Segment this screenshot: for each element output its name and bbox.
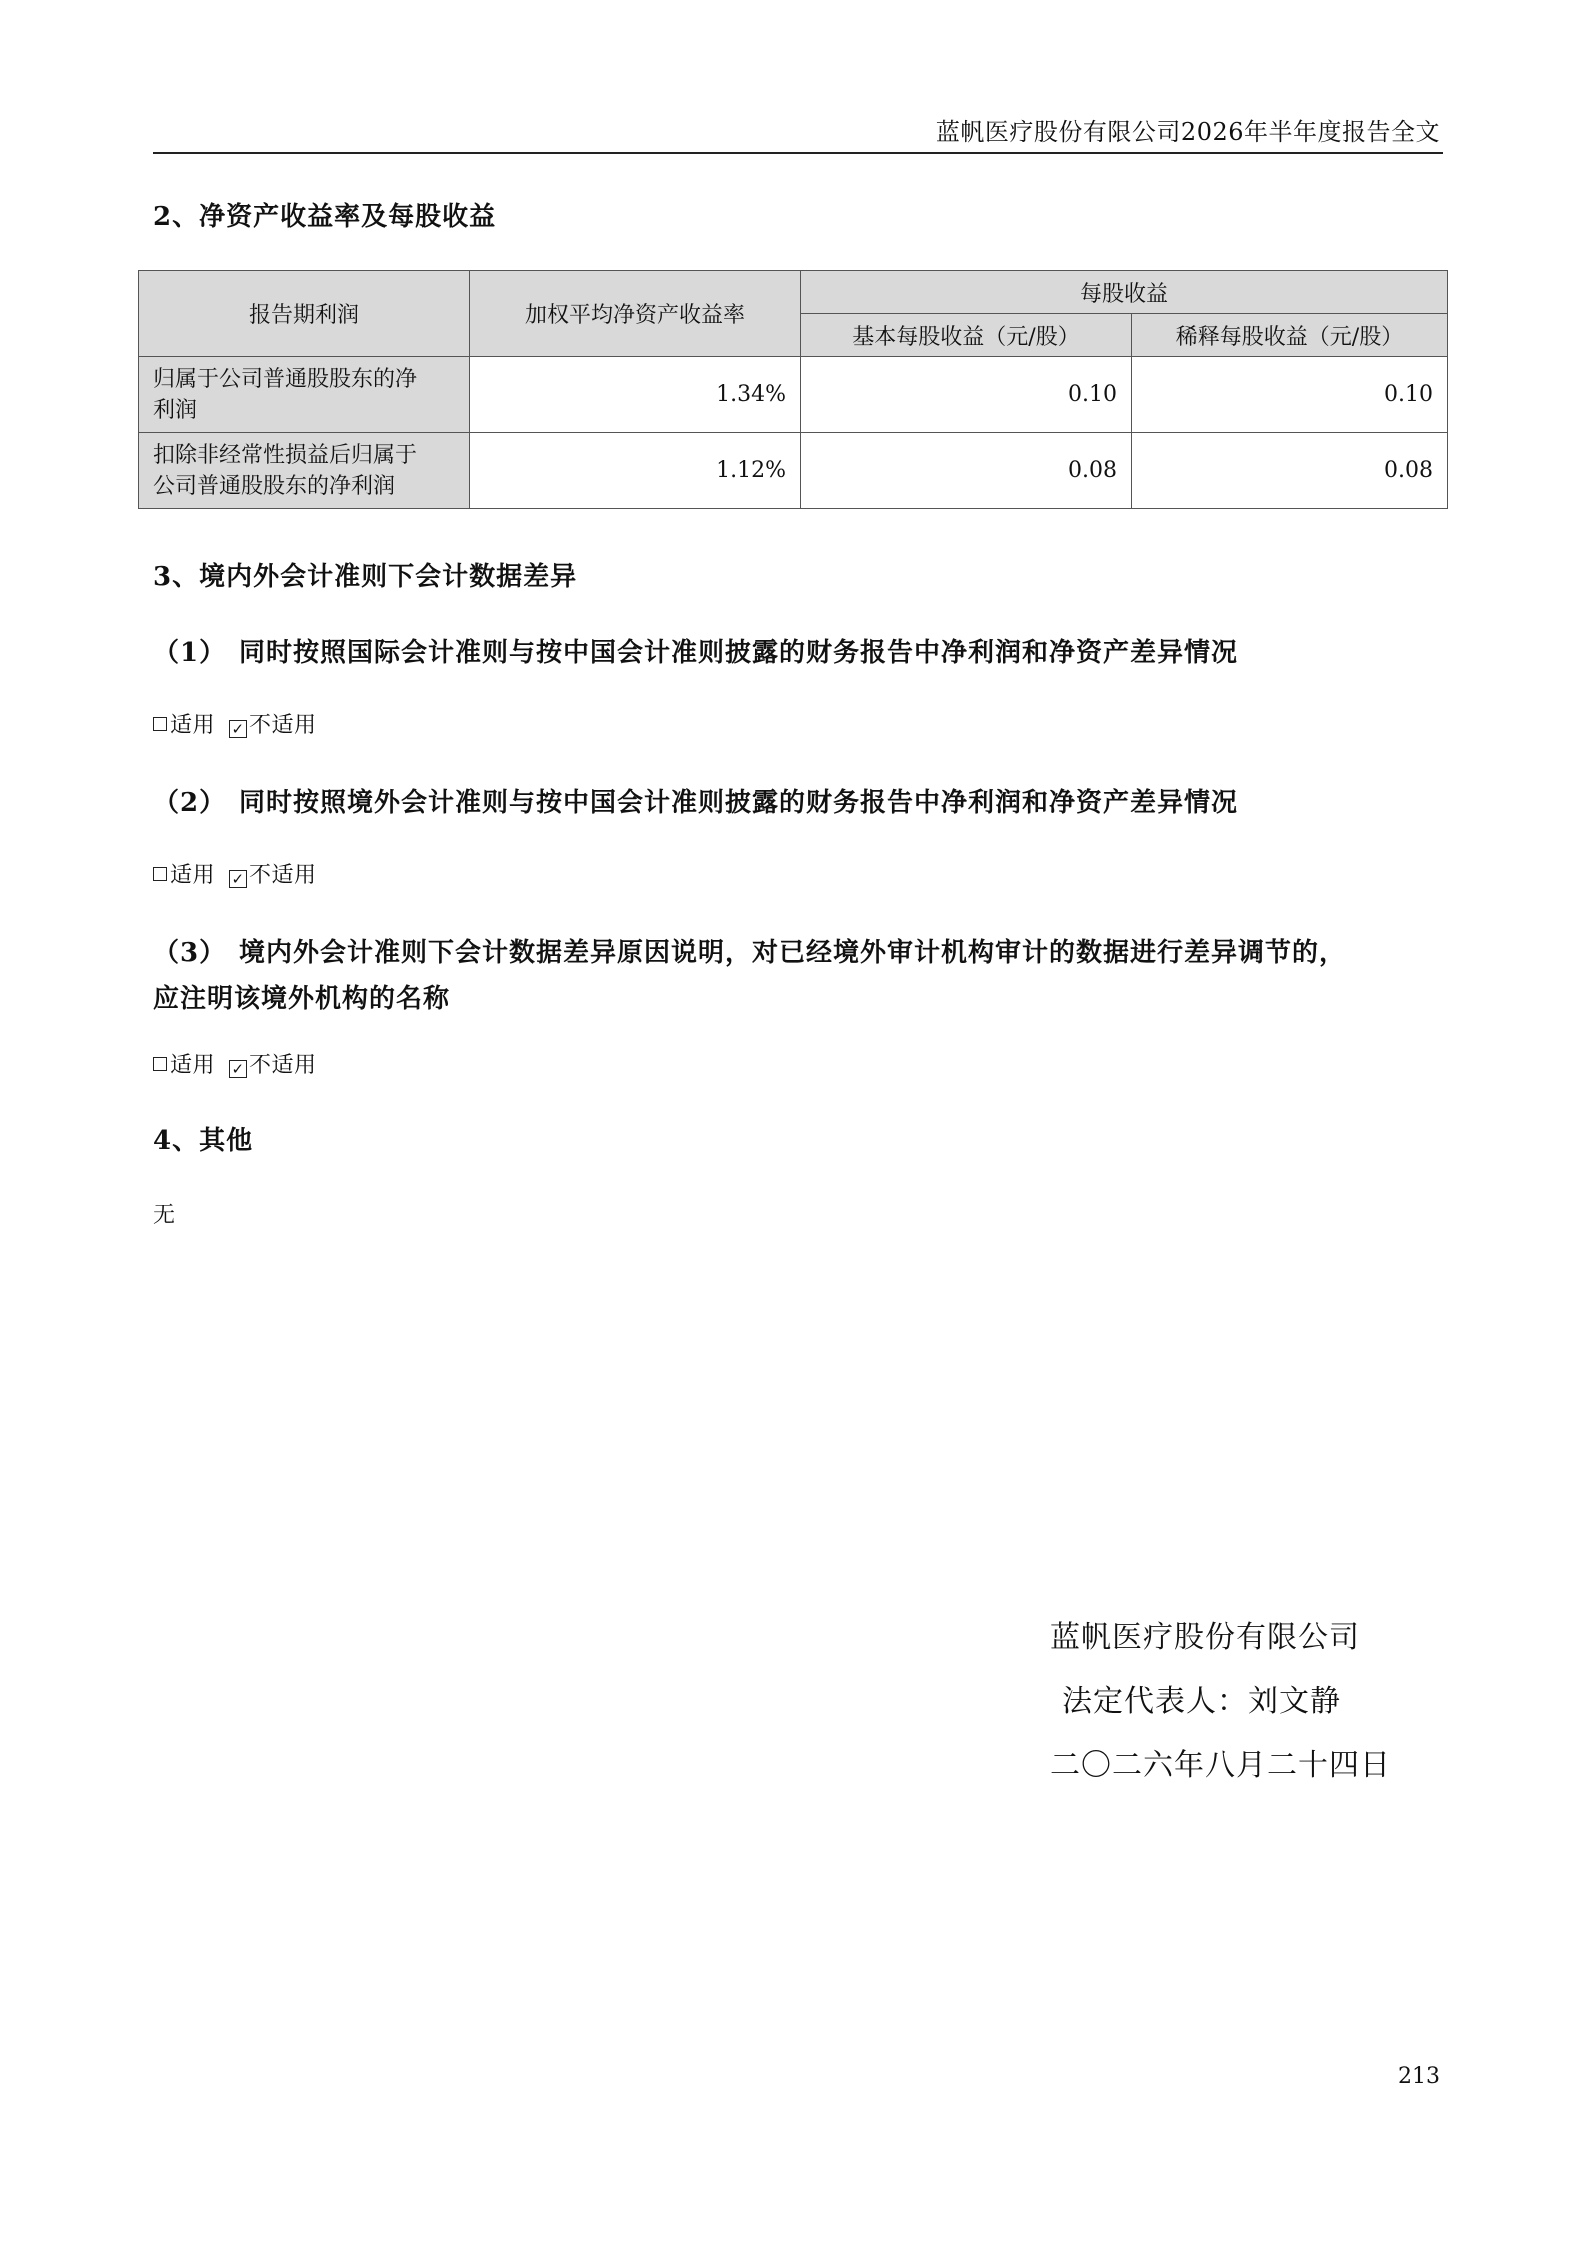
table-row bbox=[139, 357, 1448, 433]
basic-eps-value: 0.10 bbox=[801, 357, 1132, 433]
diluted-eps-value: 0.10 bbox=[1132, 357, 1448, 433]
col-header-basic-eps: 基本每股收益（元/股） bbox=[801, 314, 1132, 357]
checked-box-icon: ✓ bbox=[229, 1060, 247, 1078]
col-header-eps-group: 每股收益 bbox=[801, 271, 1448, 314]
col-header-profit: 报告期利润 bbox=[139, 271, 470, 357]
item-1-text: 同时按照国际会计准则与按中国会计准则披露的财务报告中净利润和净资产差异情况 bbox=[239, 638, 1239, 668]
row-label-line1: 归属于公司普通股股东的净 bbox=[153, 366, 418, 392]
unchecked-box-icon bbox=[153, 867, 167, 881]
item-2-text: 同时按照境外会计准则与按中国会计准则披露的财务报告中净利润和净资产差异情况 bbox=[239, 788, 1239, 818]
section-2-heading: 2、净资产收益率及每股收益 bbox=[153, 202, 497, 232]
option-applicable: 适用 bbox=[170, 863, 216, 888]
signature-company: 蓝帆医疗股份有限公司 bbox=[1050, 1620, 1360, 1655]
page-number: 213 bbox=[1398, 2064, 1440, 2089]
item-3-text: 境内外会计准则下会计数据差异原因说明，对已经境外审计机构审计的数据进行差异调节的， bbox=[239, 938, 1347, 968]
header-divider bbox=[153, 152, 1443, 154]
item-2-options bbox=[153, 858, 317, 889]
item-1-number: （1） bbox=[153, 638, 227, 668]
col-header-diluted-eps: 稀释每股收益（元/股） bbox=[1132, 314, 1448, 357]
row-label-line2: 利润 bbox=[153, 397, 198, 423]
section-3-heading: 3、境内外会计准则下会计数据差异 bbox=[153, 562, 578, 592]
checked-box-icon: ✓ bbox=[229, 720, 247, 738]
item-3-text-line2: 应注明该境外机构的名称 bbox=[153, 984, 451, 1014]
checked-box-icon: ✓ bbox=[229, 870, 247, 888]
eps-table bbox=[138, 270, 1448, 509]
option-applicable: 适用 bbox=[170, 1053, 216, 1078]
basic-eps-value: 0.08 bbox=[801, 433, 1132, 509]
option-applicable: 适用 bbox=[170, 713, 216, 738]
diluted-eps-value: 0.08 bbox=[1132, 433, 1448, 509]
item-3-options bbox=[153, 1048, 317, 1079]
row-label-line2: 公司普通股股东的净利润 bbox=[153, 473, 396, 499]
row-label bbox=[139, 357, 470, 433]
option-not-applicable: 不适用 bbox=[249, 863, 317, 888]
item-2-number: （2） bbox=[153, 788, 227, 818]
unchecked-box-icon bbox=[153, 1057, 167, 1071]
roe-value: 1.12% bbox=[470, 433, 801, 509]
col-header-roe: 加权平均净资产收益率 bbox=[470, 271, 801, 357]
unchecked-box-icon bbox=[153, 717, 167, 731]
option-not-applicable: 不适用 bbox=[249, 713, 317, 738]
signature-representative: 法定代表人：刘文静 bbox=[1062, 1684, 1341, 1719]
signature-date: 二〇二六年八月二十四日 bbox=[1050, 1748, 1391, 1783]
roe-value: 1.34% bbox=[470, 357, 801, 433]
item-3-number: （3） bbox=[153, 938, 227, 968]
report-header-title: 蓝帆医疗股份有限公司2026年半年度报告全文 bbox=[935, 118, 1440, 146]
row-label bbox=[139, 433, 470, 509]
item-3-heading bbox=[153, 930, 1443, 1022]
row-label-line1: 扣除非经常性损益后归属于 bbox=[153, 442, 418, 468]
item-2-heading bbox=[153, 780, 1443, 826]
item-1-heading bbox=[153, 630, 1443, 676]
section-4-body: 无 bbox=[153, 1203, 176, 1228]
table-row bbox=[139, 433, 1448, 509]
option-not-applicable: 不适用 bbox=[249, 1053, 317, 1078]
item-1-options bbox=[153, 708, 317, 739]
section-4-heading: 4、其他 bbox=[153, 1126, 254, 1156]
